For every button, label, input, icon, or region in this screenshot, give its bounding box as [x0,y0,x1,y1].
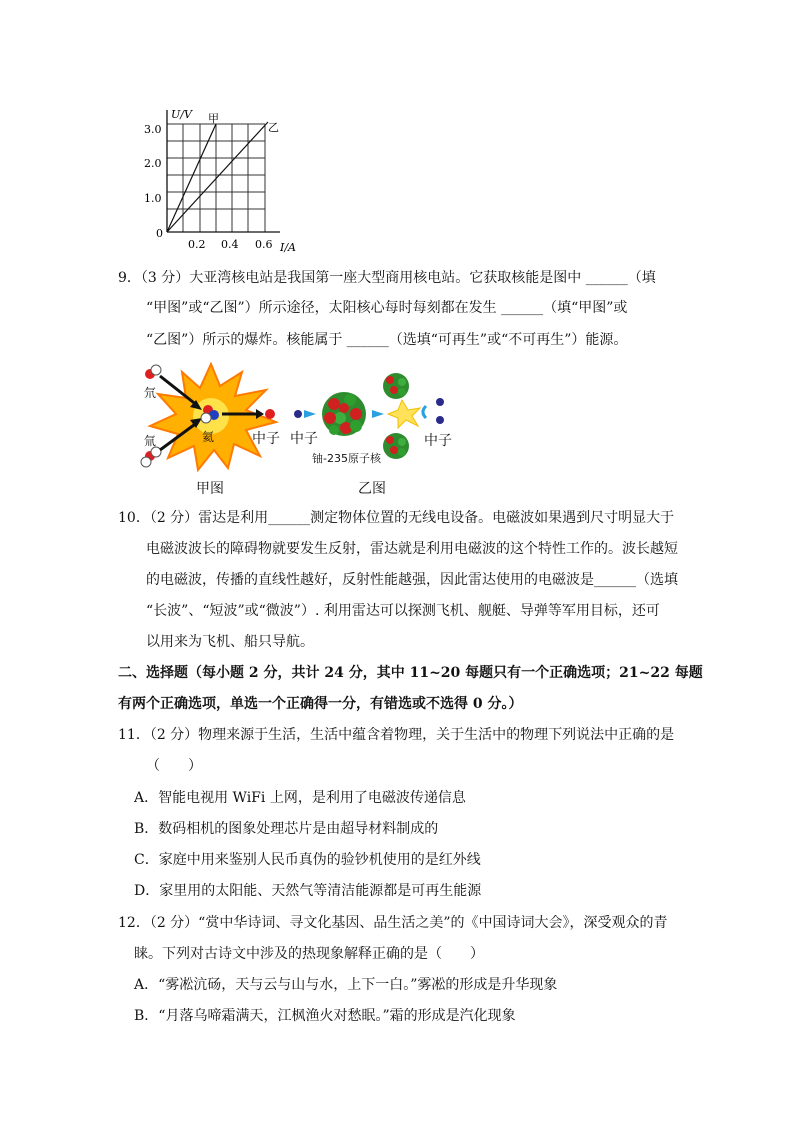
outgoing-neutron-2 [436,416,444,424]
q11-option-d: D．家里用的太阳能、天然气等清洁能源都是可再生能源 [134,883,482,899]
q12-line-1: 12．（2 分）“赏中华诗词、寻文化基因、品生活之美”的《中国诗词大会》，深受观众的青 [118,915,668,931]
x-tick-06: 0.6 [255,238,273,251]
incoming-neutron [294,410,302,418]
label-deuterium: 氘 [144,386,157,400]
q11-line-1: 11．（2 分）物理来源于生活，生活中蕴含着物理，关于生活中的物理下列说法中正确的是 [118,727,675,743]
section-2-heading-line-2: 有两个正确选项，单选一个正确得一分，有错选或不选得 0 分。） [118,696,523,712]
q11-option-a: A．智能电视用 WiFi 上网，是利用了电磁波传递信息 [134,790,466,806]
y-axis-label: U/V [171,108,192,121]
q9-line-2: “甲图”或“乙图”）所示途径，太阳核心每时每刻都在发生 ______（填“甲图”或 [146,300,628,316]
q10-line-4: “长波”、“短波”或“微波”）. 利用雷达可以探测飞机、舰艇、导弹等军用目标，还可 [146,603,660,619]
line-jia [167,124,216,232]
q10-line-1: 10．（2 分）雷达是利用______测定物体位置的无线电设备。电磁波如果遇到尺寸明显大于 [118,510,675,526]
y-tick-0: 0 [156,227,163,240]
fragment-bottom [383,433,409,459]
label-tritium: 氚 [144,434,157,448]
line-yi [167,122,268,232]
emitted-neutron [265,409,275,419]
q12-line-2: 睐。下列对古诗文中涉及的热现象解释正确的是（ ） [134,946,484,962]
x-tick-02: 0.2 [188,238,206,251]
q10-line-2: 电磁波波长的障碍物就要发生反射，雷达就是利用电磁波的这个特性工作的。波长越短 [146,541,678,557]
fission-flash [388,400,420,428]
q12-option-b: B．“月落乌啼霜满天，江枫渔火对愁眠。”霜的形成是汽化现象 [134,1008,516,1024]
q9-line-3: “乙图”）所示的爆炸。核能属于 ______（选填“可再生”或“不可再生”）能源。 [146,332,628,348]
deuterium-neutron [151,365,161,375]
q11-option-b: B．数码相机的图象处理芯片是由超导材料制成的 [134,821,439,837]
y-tick-2: 2.0 [144,157,162,170]
q10-line-5: 以用来为飞机、船只导航。 [146,634,314,650]
y-tick-3: 3.0 [144,123,162,136]
outgoing-neutron-1 [436,398,444,406]
caption-yi: 乙图 [358,481,386,497]
label-neutron-yi-in: 中子 [290,431,318,447]
line-yi-label: 乙 [268,121,279,134]
ui-graph [140,104,310,256]
y-tick-1: 1.0 [144,192,162,205]
label-helium: 氦 [202,430,215,444]
caption-jia: 甲图 [196,481,224,497]
label-uranium: 铀-235原子核 [312,452,381,465]
uranium-nucleus [322,392,366,436]
tritium-neutron-2 [141,457,151,467]
label-neutron-jia: 中子 [252,431,280,447]
q9-line-1: 9．（3 分）大亚湾核电站是我国第一座大型商用核电站。它获取核能是图中 ______（填 [118,270,656,286]
label-neutron-yi-out: 中子 [424,433,452,449]
fragment-top [383,373,409,399]
q10-line-3: 的电磁波，传播的直线性越好，反射性能越强，因此雷达使用的电磁波是______（选填 [146,572,678,588]
section-2-heading-line-1: 二、选择题（每小题 2 分，共计 24 分，其中 11~20 每题只有一个正确选项；21~22 每题 [118,665,703,681]
helium-nucleus-3 [201,413,211,423]
q12-option-a: A．“雾凇沆砀，天与云与山与水，上下一白。”雾凇的形成是升华现象 [134,977,558,993]
line-jia-label: 甲 [208,112,219,125]
q11-answer-bracket: （ ） [146,758,202,774]
x-tick-04: 0.4 [221,238,239,251]
q11-option-c: C．家庭中用来鉴别人民币真伪的验钞机使用的是红外线 [134,852,481,868]
fusion-figure [136,360,286,472]
x-axis-label: I/A [280,241,296,254]
